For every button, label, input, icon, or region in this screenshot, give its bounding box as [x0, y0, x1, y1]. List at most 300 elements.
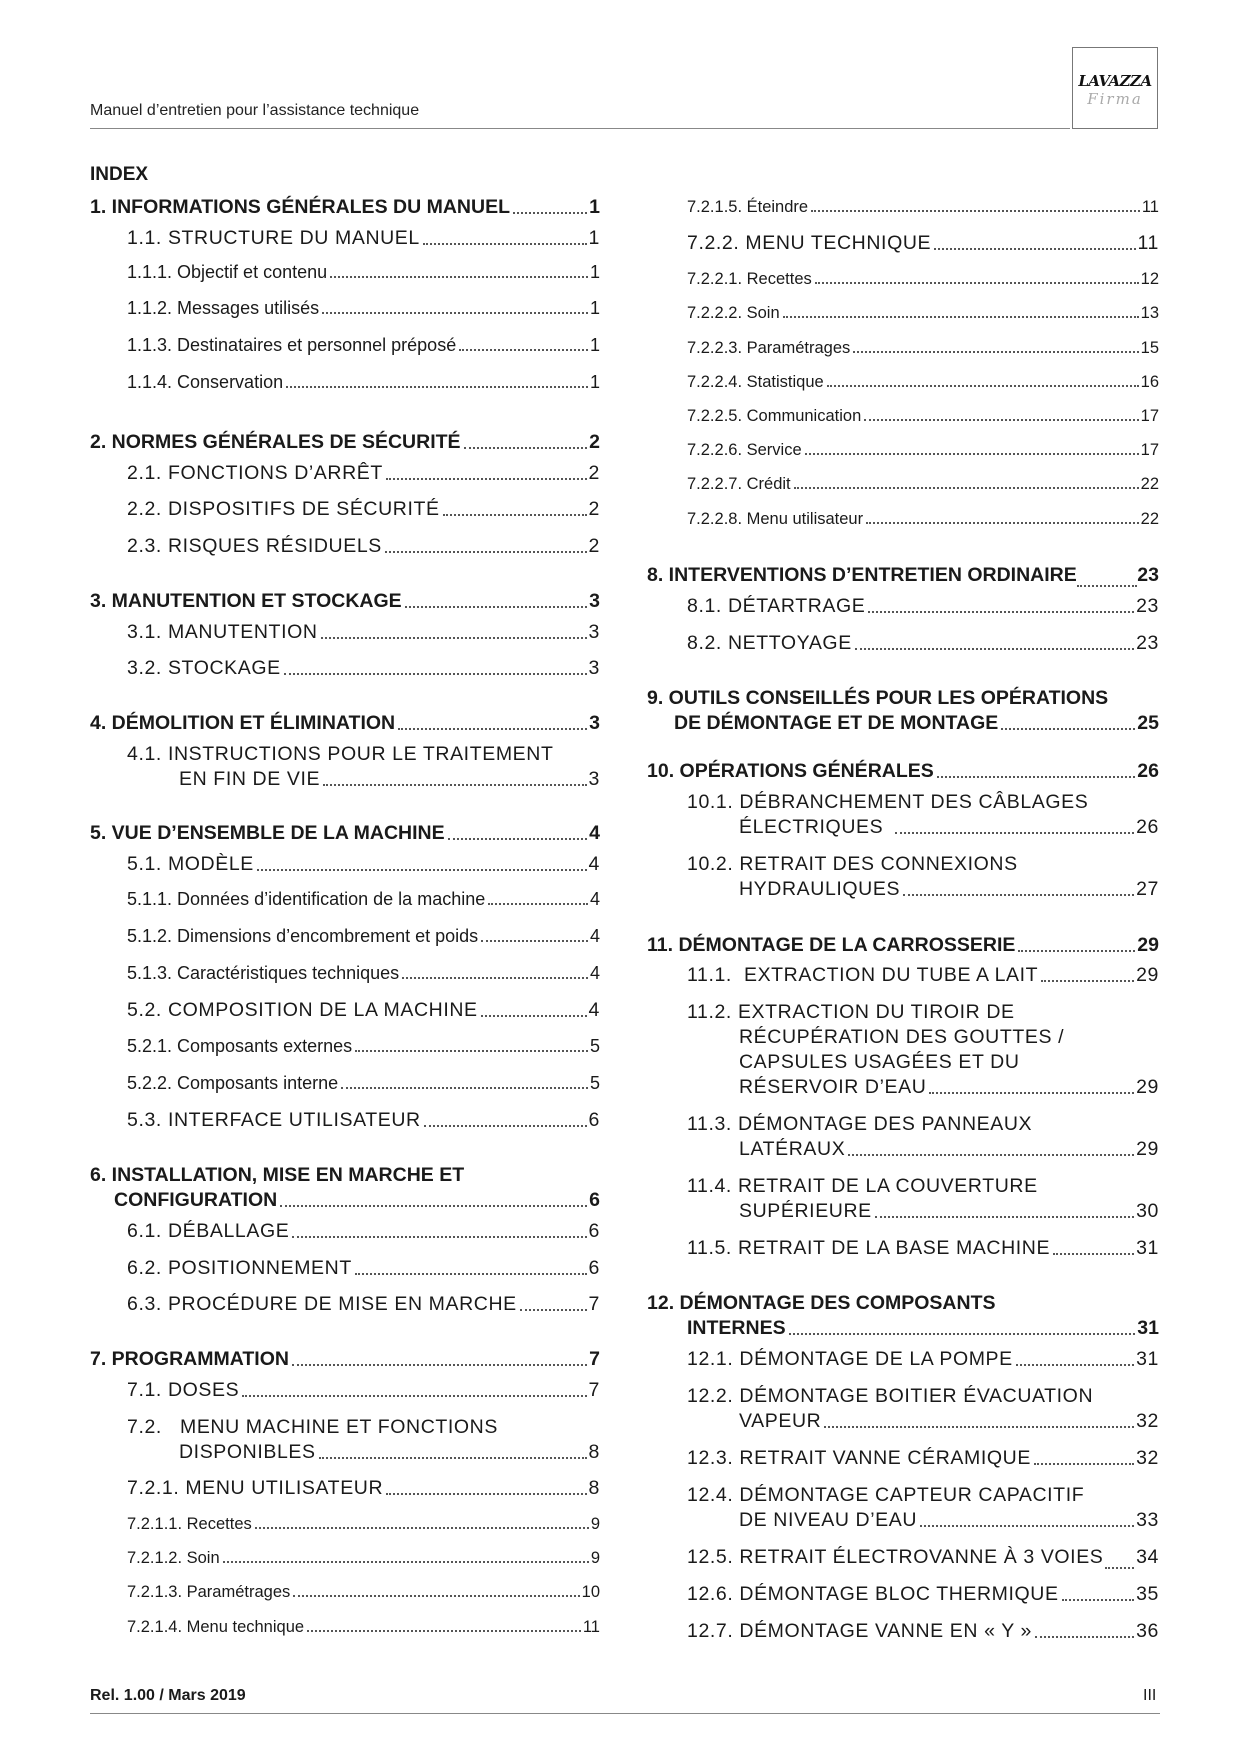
toc-entry-line — [687, 1113, 1032, 1136]
toc-leader-dots — [853, 351, 1138, 353]
toc-entry-line — [687, 1484, 1084, 1507]
toc-entry[interactable] — [127, 498, 600, 521]
toc-entry-text: 6.1. DÉBALLAGE — [127, 1220, 290, 1242]
toc-entry[interactable] — [127, 227, 600, 250]
toc-entry-page: 9 — [590, 1515, 600, 1533]
toc-leader-dots — [868, 611, 1134, 613]
toc-leader-dots — [323, 784, 586, 786]
toc-entry[interactable] — [127, 1293, 600, 1316]
toc-entry-text: 7.2.1.5. Éteindre — [687, 198, 809, 216]
toc-entry[interactable] — [127, 1549, 600, 1568]
toc-leader-dots — [386, 1493, 586, 1495]
toc-entry-text: 6.3. PROCÉDURE DE MISE EN MARCHE — [127, 1293, 517, 1315]
toc-entry-text: 5.2.2. Composants interne — [127, 1073, 339, 1093]
toc-entry-page: 6 — [588, 1257, 600, 1279]
toc-entry[interactable] — [127, 262, 600, 283]
toc-entry-text: 7.2.2. MENU TECHNIQUE — [687, 232, 932, 254]
toc-entry-text: DISPONIBLES — [179, 1441, 316, 1463]
toc-entry-line — [739, 1026, 1064, 1049]
toc-entry[interactable] — [647, 760, 1159, 783]
toc-leader-dots — [1077, 585, 1138, 587]
toc-leader-dots — [1053, 1253, 1134, 1255]
index-title: INDEX — [90, 164, 149, 185]
toc-entry-page: 7 — [588, 1293, 600, 1315]
toc-leader-dots — [322, 312, 588, 314]
toc-entry-page: 8 — [588, 1477, 600, 1499]
toc-entry-text: 3.2. STOCKAGE — [127, 657, 281, 679]
toc-entry-page: 3 — [588, 657, 600, 679]
toc-leader-dots — [895, 832, 1134, 834]
toc-leader-dots — [811, 210, 1140, 212]
toc-leader-dots — [1001, 728, 1135, 730]
toc-entry[interactable] — [127, 621, 600, 644]
toc-entry-page: 5 — [589, 1036, 600, 1056]
toc-entry-page: 3 — [588, 768, 600, 790]
toc-entry[interactable] — [127, 1583, 600, 1602]
toc-entry-page: 11 — [582, 1618, 600, 1636]
toc-leader-dots — [481, 1015, 587, 1017]
toc-entry-text: 12.6. DÉMONTAGE BLOC THERMIQUE — [687, 1583, 1059, 1605]
toc-entry-text: 1.1.1. Objectif et contenu — [127, 262, 328, 282]
toc-entry-text: 11.3. DÉMONTAGE DES PANNEAUX — [687, 1113, 1033, 1135]
toc-entry-line — [647, 687, 1108, 710]
toc-leader-dots — [848, 1154, 1134, 1156]
toc-entry[interactable] — [687, 964, 1159, 987]
toc-entry-page: 29 — [1137, 934, 1159, 956]
toc-entry[interactable] — [687, 198, 1159, 217]
toc-entry-text: 5.2.1. Composants externes — [127, 1036, 353, 1056]
toc-leader-dots — [280, 1205, 587, 1207]
toc-entry[interactable] — [179, 1441, 600, 1464]
toc-entry-text: CAPSULES USAGÉES ET DU — [739, 1051, 1020, 1073]
header-rule — [90, 128, 1070, 129]
toc-leader-dots — [1062, 1599, 1135, 1601]
toc-entry[interactable] — [90, 712, 600, 735]
toc-entry-line — [687, 1385, 1093, 1408]
toc-entry-page: 17 — [1140, 407, 1159, 425]
toc-entry-page: 17 — [1140, 441, 1159, 459]
toc-entry-text: 2.3. RISQUES RÉSIDUELS — [127, 535, 382, 557]
toc-entry[interactable] — [90, 590, 600, 613]
toc-entry[interactable] — [687, 407, 1159, 426]
toc-leader-dots — [223, 1561, 589, 1563]
toc-entry[interactable] — [687, 232, 1159, 255]
toc-entry[interactable] — [739, 1509, 1159, 1532]
toc-entry[interactable] — [687, 270, 1159, 289]
toc-entry-text: SUPÉRIEURE — [739, 1200, 872, 1222]
toc-entry-page: 29 — [1136, 1076, 1159, 1098]
toc-entry-page: 5 — [589, 1073, 600, 1093]
toc-entry-page: 26 — [1136, 816, 1159, 838]
toc-entry-text: 7.2.2.6. Service — [687, 441, 802, 459]
toc-entry-page: 27 — [1136, 878, 1159, 900]
toc-entry[interactable] — [127, 853, 600, 876]
toc-leader-dots — [319, 1457, 587, 1459]
toc-entry-text: 3.1. MANUTENTION — [127, 621, 318, 643]
toc-entry-text: 12.7. DÉMONTAGE VANNE EN « Y » — [687, 1620, 1032, 1642]
toc-leader-dots — [934, 248, 1135, 250]
toc-leader-dots — [864, 419, 1138, 421]
toc-leader-dots — [903, 894, 1134, 896]
toc-entry-text: 7.2.2.1. Recettes — [687, 270, 812, 288]
toc-entry-page: 32 — [1136, 1410, 1159, 1432]
toc-entry-page: 36 — [1136, 1620, 1159, 1642]
toc-entry-text: 10.1. DÉBRANCHEMENT DES CÂBLAGES — [687, 791, 1089, 813]
toc-entry-text: CONFIGURATION — [114, 1189, 278, 1211]
toc-entry-text: 2.1. FONCTIONS D’ARRÊT — [127, 462, 383, 484]
toc-entry-page: 15 — [1140, 339, 1159, 357]
toc-entry[interactable] — [127, 535, 600, 558]
toc-leader-dots — [1034, 1463, 1134, 1465]
toc-entry-text: 12.2. DÉMONTAGE BOITIER ÉVACUATION — [687, 1385, 1094, 1407]
toc-entry-page: 6 — [589, 1189, 600, 1211]
toc-leader-dots — [255, 1527, 589, 1529]
toc-leader-dots — [355, 1050, 588, 1052]
toc-leader-dots — [341, 1087, 588, 1089]
toc-entry[interactable] — [739, 1138, 1159, 1161]
toc-entry[interactable] — [127, 335, 600, 356]
toc-entry-line — [127, 743, 553, 766]
toc-leader-dots — [920, 1525, 1134, 1527]
toc-entry-text: 1.1.4. Conservation — [127, 372, 284, 392]
toc-leader-dots — [292, 1364, 587, 1366]
toc-entry[interactable] — [687, 304, 1159, 323]
toc-leader-dots — [866, 522, 1139, 524]
toc-entry-line — [687, 1001, 1015, 1024]
toc-entry[interactable] — [687, 1583, 1159, 1606]
toc-leader-dots — [824, 1426, 1134, 1428]
toc-entry-page: 25 — [1137, 712, 1159, 734]
toc-entry-text: 10. OPÉRATIONS GÉNÉRALES — [647, 760, 934, 782]
toc-entry-text: 12.4. DÉMONTAGE CAPTEUR CAPACITIF — [687, 1484, 1085, 1506]
toc-entry-text: 7.2.1.1. Recettes — [127, 1515, 252, 1533]
toc-entry-text: 5. VUE D’ENSEMBLE DE LA MACHINE — [90, 822, 445, 844]
toc-entry[interactable] — [127, 1220, 600, 1243]
toc-entry-text: 7.2.1.3. Paramétrages — [127, 1583, 291, 1601]
toc-leader-dots — [1035, 1636, 1134, 1638]
toc-entry-page: 9 — [590, 1549, 600, 1567]
toc-entry-page: 30 — [1136, 1200, 1159, 1222]
toc-leader-dots — [293, 1595, 579, 1597]
toc-entry-page: 1 — [589, 335, 600, 355]
toc-entry-page: 11 — [1137, 232, 1159, 254]
toc-entry-page: 3 — [589, 590, 600, 612]
toc-entry[interactable] — [179, 768, 600, 791]
toc-leader-dots — [789, 1333, 1136, 1335]
footer-rule — [90, 1713, 1160, 1714]
toc-entry[interactable] — [127, 926, 600, 947]
toc-entry[interactable] — [739, 878, 1159, 901]
toc-entry-text: EN FIN DE VIE — [179, 768, 321, 790]
toc-entry-text: 7.2.2.2. Soin — [687, 304, 780, 322]
toc-leader-dots — [1016, 1364, 1134, 1366]
logo-wordmark: LAVAZZA — [1078, 72, 1152, 90]
toc-entry[interactable] — [127, 1618, 600, 1637]
toc-entry[interactable] — [127, 372, 600, 393]
toc-leader-dots — [307, 1630, 581, 1632]
toc-entry[interactable] — [739, 1200, 1159, 1223]
toc-entry-text: 7.2. MENU MACHINE ET FONCTIONS — [127, 1416, 498, 1438]
toc-entry-text: 12.3. RETRAIT VANNE CÉRAMIQUE — [687, 1447, 1031, 1469]
toc-leader-dots — [1018, 950, 1135, 952]
toc-entry-page: 29 — [1136, 964, 1159, 986]
toc-entry-page: 7 — [589, 1348, 600, 1370]
toc-entry-page: 2 — [589, 431, 600, 453]
toc-entry-text: 5.3. INTERFACE UTILISATEUR — [127, 1109, 421, 1131]
toc-entry-text: 11.5. RETRAIT DE LA BASE MACHINE — [687, 1237, 1051, 1259]
toc-entry-page: 11 — [1141, 198, 1159, 216]
toc-entry-page: 34 — [1136, 1546, 1159, 1568]
toc-entry-line — [687, 1175, 1038, 1198]
toc-entry-text: 7.2.2.3. Paramétrages — [687, 339, 851, 357]
toc-leader-dots — [464, 447, 588, 449]
toc-entry-text: 5.1. MODÈLE — [127, 853, 254, 875]
toc-leader-dots — [443, 514, 587, 516]
toc-entry[interactable] — [127, 963, 600, 984]
toc-entry-page: 35 — [1136, 1583, 1159, 1605]
toc-entry-page: 7 — [588, 1379, 600, 1401]
toc-leader-dots — [794, 487, 1139, 489]
toc-entry-page: 29 — [1136, 1138, 1159, 1160]
toc-entry[interactable] — [687, 339, 1159, 358]
toc-entry-page: 31 — [1136, 1237, 1159, 1259]
toc-entry-text: 10.2. RETRAIT DES CONNEXIONS — [687, 853, 1018, 875]
toc-leader-dots — [424, 1125, 587, 1127]
toc-entry-text: DE DÉMONTAGE ET DE MONTAGE — [674, 712, 999, 734]
toc-entry[interactable] — [114, 1189, 600, 1212]
toc-entry-text: 4.1. INSTRUCTIONS POUR LE TRAITEMENT — [127, 743, 554, 765]
toc-entry[interactable] — [127, 1379, 600, 1402]
toc-entry[interactable] — [687, 1546, 1159, 1569]
toc-entry[interactable] — [127, 1073, 600, 1094]
toc-entry-text: 5.1.1. Données d’identification de la machine — [127, 889, 486, 909]
toc-entry-text: INTERNES — [687, 1317, 786, 1339]
toc-entry-text: LATÉRAUX — [739, 1138, 846, 1160]
toc-entry-line — [739, 1051, 1020, 1074]
toc-entry-page: 4 — [589, 963, 600, 983]
toc-leader-dots — [805, 453, 1139, 455]
toc-entry[interactable] — [674, 712, 1159, 735]
toc-leader-dots — [242, 1395, 586, 1397]
toc-entry-text: DE NIVEAU D’EAU — [739, 1509, 918, 1531]
toc-entry-text: 5.1.2. Dimensions d’encombrement et poids — [127, 926, 479, 946]
toc-entry-text: 3. MANUTENTION ET STOCKAGE — [90, 590, 402, 612]
toc-entry-text: ÉLECTRIQUES — [739, 816, 884, 838]
toc-entry-page: 33 — [1136, 1509, 1159, 1531]
toc-entry-page: 4 — [589, 926, 600, 946]
toc-entry-text: 7.2.1.4. Menu technique — [127, 1618, 305, 1636]
toc-entry[interactable] — [647, 934, 1159, 957]
toc-entry[interactable] — [687, 1348, 1159, 1371]
toc-entry-page: 23 — [1137, 564, 1159, 586]
toc-entry-page: 8 — [588, 1441, 600, 1463]
brand-logo — [1072, 47, 1158, 129]
toc-entry-text: 2. NORMES GÉNÉRALES DE SÉCURITÉ — [90, 431, 461, 453]
toc-entry-text: 1. INFORMATIONS GÉNÉRALES DU MANUEL — [90, 196, 510, 218]
toc-leader-dots — [385, 551, 587, 553]
page-header-title: Manuel d’entretien pour l’assistance technique — [90, 102, 420, 119]
toc-leader-dots — [855, 648, 1134, 650]
toc-leader-dots — [398, 728, 587, 730]
toc-entry-page: 4 — [588, 853, 600, 875]
toc-entry-text: 7.2.2.7. Crédit — [687, 475, 791, 493]
toc-entry-line — [647, 1292, 996, 1315]
toc-leader-dots — [929, 1092, 1134, 1094]
toc-entry[interactable] — [90, 1348, 600, 1371]
toc-entry-page: 13 — [1140, 304, 1159, 322]
toc-entry-page: 1 — [588, 227, 600, 249]
toc-entry-text: 12.1. DÉMONTAGE DE LA POMPE — [687, 1348, 1013, 1370]
toc-leader-dots — [815, 282, 1139, 284]
toc-leader-dots — [257, 869, 587, 871]
toc-entry-page: 6 — [588, 1109, 600, 1131]
toc-entry-text: 7. PROGRAMMATION — [90, 1348, 289, 1370]
toc-entry-page: 3 — [588, 621, 600, 643]
toc-entry-page: 1 — [589, 298, 600, 318]
toc-leader-dots — [330, 276, 588, 278]
toc-entry-text: 5.2. COMPOSITION DE LA MACHINE — [127, 999, 478, 1021]
toc-entry[interactable] — [739, 1076, 1159, 1099]
toc-entry-text: 11.4. RETRAIT DE LA COUVERTURE — [687, 1175, 1038, 1197]
toc-leader-dots — [827, 385, 1139, 387]
toc-entry[interactable] — [127, 657, 600, 680]
toc-leader-dots — [481, 940, 588, 942]
toc-entry-text: 6. INSTALLATION, MISE EN MARCHE ET — [90, 1164, 465, 1186]
toc-leader-dots — [292, 1236, 586, 1238]
toc-entry-text: 2.2. DISPOSITIFS DE SÉCURITÉ — [127, 498, 440, 520]
toc-entry[interactable] — [127, 1109, 600, 1132]
toc-leader-dots — [513, 212, 587, 214]
toc-entry-page: 1 — [589, 372, 600, 392]
toc-leader-dots — [448, 838, 587, 840]
toc-entry-text: 6.2. POSITIONNEMENT — [127, 1257, 352, 1279]
toc-entry-page: 2 — [588, 498, 600, 520]
toc-entry[interactable] — [127, 999, 600, 1022]
toc-entry-page: 31 — [1136, 1348, 1159, 1370]
toc-entry[interactable] — [687, 1317, 1159, 1340]
toc-entry-page: 1 — [589, 262, 600, 282]
toc-entry-line — [687, 853, 1018, 876]
toc-leader-dots — [386, 478, 587, 480]
toc-entry-page: 23 — [1136, 595, 1159, 617]
toc-entry-text: 8.1. DÉTARTRAGE — [687, 595, 866, 617]
toc-leader-dots — [405, 606, 587, 608]
toc-entry-text: 11.2. EXTRACTION DU TIROIR DE — [687, 1001, 1015, 1023]
toc-entry[interactable] — [687, 632, 1159, 655]
toc-entry[interactable] — [687, 441, 1159, 460]
toc-entry-page: 2 — [588, 462, 600, 484]
toc-entry-page: 23 — [1136, 632, 1159, 654]
toc-entry-text: VAPEUR — [739, 1410, 822, 1432]
toc-leader-dots — [1105, 1567, 1134, 1569]
toc-entry[interactable] — [647, 564, 1159, 587]
toc-leader-dots — [284, 673, 587, 675]
footer-release: Rel. 1.00 / Mars 2019 — [90, 1687, 246, 1704]
toc-entry-text: 4. DÉMOLITION ET ÉLIMINATION — [90, 712, 396, 734]
toc-entry-page: 22 — [1140, 475, 1159, 493]
toc-entry-text: RÉSERVOIR D’EAU — [739, 1076, 927, 1098]
toc-leader-dots — [402, 977, 588, 979]
toc-entry[interactable] — [687, 1447, 1159, 1470]
toc-entry[interactable] — [687, 1237, 1159, 1260]
toc-leader-dots — [355, 1273, 587, 1275]
toc-entry[interactable] — [687, 595, 1159, 618]
toc-entry-text: 12.5. RETRAIT ÉLECTROVANNE À 3 VOIES — [687, 1546, 1104, 1568]
toc-entry-text: 12. DÉMONTAGE DES COMPOSANTS — [647, 1292, 996, 1314]
toc-entry-text: 1.1. STRUCTURE DU MANUEL — [127, 227, 420, 249]
toc-entry-text: 7.2.2.4. Statistique — [687, 373, 824, 391]
toc-entry-text: 7.2.2.5. Communication — [687, 407, 862, 425]
toc-leader-dots — [1041, 980, 1134, 982]
toc-leader-dots — [937, 776, 1136, 778]
toc-entry[interactable] — [127, 1477, 600, 1500]
toc-entry-text: 8. INTERVENTIONS D’ENTRETIEN ORDINAIRE — [647, 564, 1077, 586]
toc-leader-dots — [286, 386, 588, 388]
toc-entry[interactable] — [687, 1620, 1159, 1643]
toc-entry-page: 6 — [588, 1220, 600, 1242]
toc-entry-text: 11.1. EXTRACTION DU TUBE A LAIT — [687, 964, 1039, 986]
toc-entry-page: 16 — [1140, 373, 1159, 391]
toc-entry[interactable] — [90, 822, 600, 845]
toc-entry-text: 7.2.1.2. Soin — [127, 1549, 220, 1567]
toc-entry[interactable] — [687, 373, 1159, 392]
footer-page-number: III — [1143, 1687, 1157, 1704]
toc-entry[interactable] — [687, 510, 1159, 529]
toc-leader-dots — [321, 637, 587, 639]
toc-entry-page: 1 — [589, 196, 600, 218]
toc-entry[interactable] — [90, 196, 600, 219]
toc-leader-dots — [875, 1216, 1134, 1218]
toc-entry[interactable] — [127, 1257, 600, 1280]
toc-entry[interactable] — [127, 462, 600, 485]
toc-leader-dots — [520, 1309, 587, 1311]
toc-entry-page: 4 — [589, 889, 600, 909]
toc-entry-line — [687, 791, 1088, 814]
toc-entry[interactable] — [127, 889, 600, 910]
toc-entry[interactable] — [127, 1515, 600, 1534]
toc-entry-text: 7.2.2.8. Menu utilisateur — [687, 510, 864, 528]
toc-entry-text: 1.1.2. Messages utilisés — [127, 298, 320, 318]
toc-leader-dots — [488, 903, 588, 905]
toc-entry-text: 8.2. NETTOYAGE — [687, 632, 852, 654]
toc-entry-text: RÉCUPÉRATION DES GOUTTES / — [739, 1026, 1065, 1048]
toc-entry-text: 7.2.1. MENU UTILISATEUR — [127, 1477, 384, 1499]
toc-entry-page: 10 — [581, 1583, 600, 1601]
toc-entry[interactable] — [739, 816, 1159, 839]
toc-entry-page: 3 — [589, 712, 600, 734]
toc-entry-page: 12 — [1140, 270, 1159, 288]
toc-entry-text: 5.1.3. Caractéristiques techniques — [127, 963, 400, 983]
toc-entry-text: HYDRAULIQUES — [739, 878, 901, 900]
toc-entry[interactable] — [687, 475, 1159, 494]
toc-entry-text: 1.1.3. Destinataires et personnel préposé — [127, 335, 457, 355]
toc-entry[interactable] — [127, 298, 600, 319]
toc-entry-line — [90, 1164, 464, 1187]
toc-entry-text: 9. OUTILS CONSEILLÉS POUR LES OPÉRATIONS — [647, 687, 1109, 709]
toc-entry-line — [127, 1416, 498, 1439]
toc-entry-page: 31 — [1137, 1317, 1159, 1339]
toc-leader-dots — [459, 349, 588, 351]
toc-entry-text: 7.1. DOSES — [127, 1379, 240, 1401]
toc-entry-text: 11. DÉMONTAGE DE LA CARROSSERIE — [647, 934, 1016, 956]
toc-leader-dots — [423, 243, 587, 245]
toc-entry-page: 4 — [588, 999, 600, 1021]
toc-entry[interactable] — [90, 431, 600, 454]
toc-leader-dots — [783, 316, 1139, 318]
logo-subtitle: Firma — [1087, 90, 1143, 108]
toc-entry[interactable] — [739, 1410, 1159, 1433]
toc-entry[interactable] — [127, 1036, 600, 1057]
